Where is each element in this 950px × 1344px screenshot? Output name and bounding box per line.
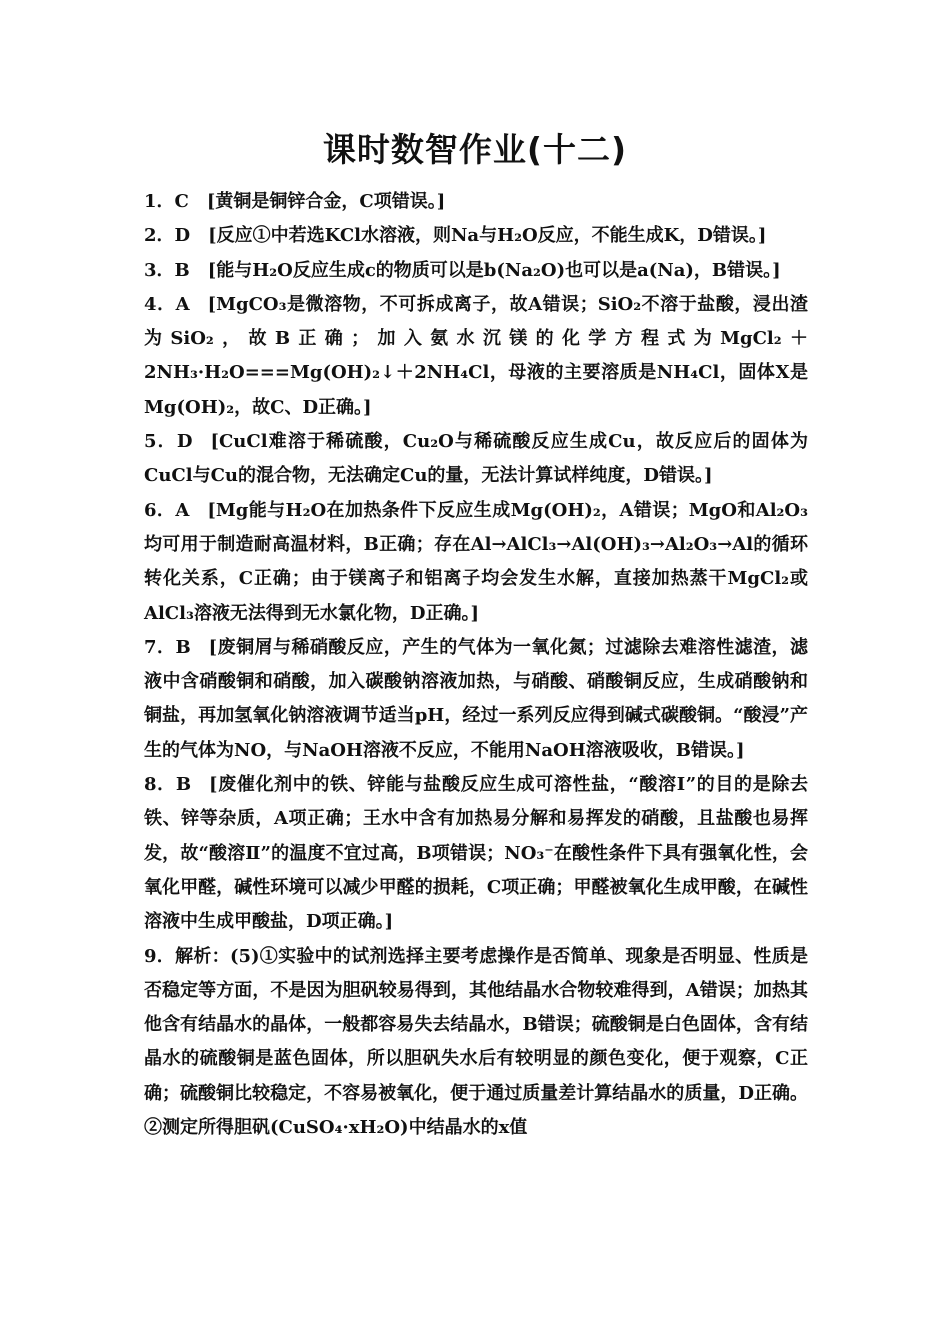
answer-number: 6．A bbox=[144, 499, 190, 521]
answer-item-7 bbox=[144, 631, 808, 768]
answer-number: 3．B bbox=[144, 259, 190, 281]
answer-number: 5．D bbox=[144, 431, 193, 453]
answer-item-2 bbox=[144, 219, 808, 253]
answer-number: 1．C bbox=[144, 191, 189, 212]
answer-number: 8．B bbox=[144, 774, 192, 796]
answer-item-8 bbox=[144, 768, 808, 939]
answer-item-9 bbox=[144, 940, 808, 1146]
answer-number: 4．A bbox=[144, 293, 190, 315]
answer-list bbox=[144, 185, 808, 1145]
answer-number: 9． bbox=[144, 945, 176, 967]
answer-number: 2．D bbox=[144, 225, 191, 247]
answer-text: [能与H₂O反应生成c的物质可以是b(Na₂O)也可以是a(Na)，B错误。] bbox=[207, 259, 781, 281]
answer-text: (5)①实验中的试剂选择主要考虑操作是否简单、现象是否明显、性质是否稳定等方面，不是因为胆矾较易得到，其他结晶水合物较难得到，A错误；加热其他含有结晶水的晶体，一般都容易失去结晶水，B错误；硫酸铜是白色固体，含有结晶水的硫酸铜是蓝色固体，所以胆矾失水后有较明显的颜色变化，便于观察，C正确；硫酸铜比较稳定，不容易被氧化，便于通过质量差计算结晶水的质量，D正确。②测定所得胆矾(CuSO₄·xH₂O)中结晶水的x值 bbox=[144, 945, 808, 1139]
answer-text: [黄铜是铜锌合金，C项错误。] bbox=[206, 191, 446, 212]
page-title: 课时数智作业(十二) bbox=[322, 130, 628, 169]
answer-item-5 bbox=[144, 425, 808, 494]
answer-text: [CuCl难溶于稀硫酸，Cu₂O与稀硫酸反应生成Cu，故反应后的固体为CuCl与Cu的混合物，无法确定Cu的量，无法计算试样纯度，D错误。] bbox=[144, 431, 808, 487]
answer-text: [MgCO₃是微溶物，不可拆成离子，故A错误；SiO₂不溶于盐酸，浸出渣为SiO₂，故B正确；加入氨水沉镁的化学方程式为MgCl₂＋2NH₃·H₂O===Mg(OH)₂↓＋2NH₄Cl，母液的主要溶质是NH₄Cl，固体X是Mg(OH)₂，故C、D正确。] bbox=[144, 293, 808, 418]
answer-item-1 bbox=[144, 185, 808, 219]
answer-text: [废铜屑与稀硝酸反应，产生的气体为一氧化氮；过滤除去难溶性滤渣，滤液中含硝酸铜和硝酸，加入碳酸钠溶液加热，与硝酸、硝酸铜反应，生成硝酸钠和铜盐，再加氢氧化钠溶液调节适当pH，经过一系列反应得到碱式碳酸铜。“酸浸”产生的气体为NO，与NaOH溶液不反应，不能用NaOH溶液吸收，B错误。] bbox=[144, 636, 808, 761]
answer-text: [反应①中若选KCl水溶液，则Na与H₂O反应，不能生成K，D错误。] bbox=[208, 225, 767, 247]
answer-item-6 bbox=[144, 494, 808, 631]
answer-text: [Mg能与H₂O在加热条件下反应生成Mg(OH)₂，A错误；MgO和Al₂O₃均可用于制造耐高温材料，B正确；存在Al→AlCl₃→Al(OH)₃→Al₂O₃→Al的循环转化关系，C正确；由于镁离子和铝离子均会发生水解，直接加热蒸干MgCl₂或AlCl₃溶液无法得到无水氯化物，D正确。] bbox=[144, 499, 808, 624]
answer-text: [废催化剂中的铁、锌能与盐酸反应生成可溶性盐，“酸溶Ⅰ”的目的是除去铁、锌等杂质，A项正确；王水中含有加热易分解和易挥发的硝酸，且盐酸也易挥发，故“酸溶Ⅱ”的温度不宜过高，B项错误；NO₃⁻在酸性条件下具有强氧化性，会氧化甲醛，碱性环境可以减少甲醛的损耗，C项正确；甲醛被氧化生成甲酸，在碱性溶液中生成甲酸盐，D项正确。] bbox=[144, 774, 808, 933]
answer-item-3 bbox=[144, 254, 808, 288]
answer-item-4 bbox=[144, 288, 808, 425]
answer-number: 7．B bbox=[144, 636, 191, 658]
analysis-label: 解析： bbox=[175, 945, 230, 967]
